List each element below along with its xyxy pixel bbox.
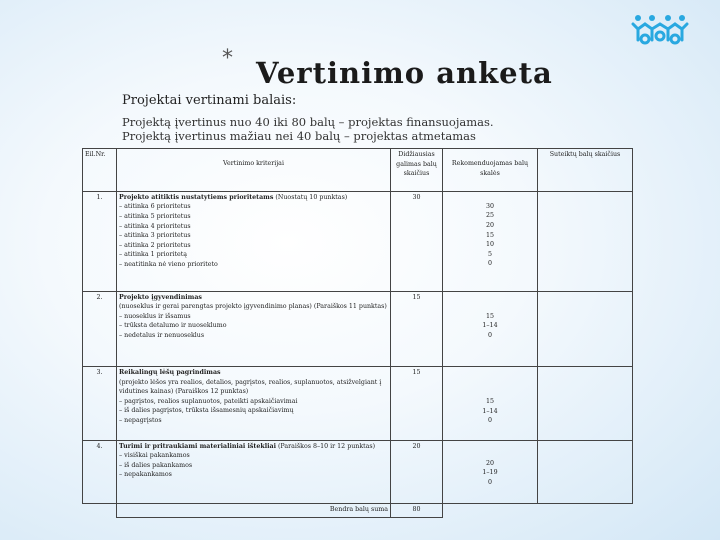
- row-total: [538, 291, 633, 366]
- scale-value: 5: [487, 250, 492, 258]
- criteria-item: – atitinka 4 prioritetus: [119, 222, 191, 230]
- row-scale: [443, 367, 538, 440]
- scale-value: 0: [487, 417, 492, 425]
- scale-value: 10: [485, 241, 494, 249]
- criteria-item: (nuoseklus ir gerai parengtas projekto įgyvendinimo planas) (Paraiškos 11 punktas): [119, 303, 387, 311]
- row-max-points: 20: [391, 440, 443, 503]
- table-total-row: [83, 503, 633, 517]
- scale-value: 15: [485, 231, 494, 239]
- slide-title: Vertinimo anketa: [256, 56, 553, 90]
- scale-value: 1–14: [482, 407, 498, 415]
- header-total: Suteiktų balų skaičius: [538, 149, 633, 192]
- table-row: [83, 440, 633, 503]
- criteria-item: – nedetalus ir nenuoseklus: [119, 332, 205, 340]
- row-max-points: 30: [391, 191, 443, 291]
- row-title: Turimi ir pritraukiami materialiniai ištekliai: [119, 442, 276, 450]
- criteria-item: vidutines kainas) (Paraiškos 12 punktas): [119, 388, 249, 396]
- criteria-item: – iš dalies pagrįstos, trūksta išsamesnių apskaičiavimų: [119, 407, 294, 415]
- table-row: [83, 191, 633, 291]
- header-max-points: Didžiausias galimas balų skaičius: [391, 149, 443, 192]
- row-number: 1.: [83, 191, 117, 291]
- row-total: [538, 440, 633, 503]
- criteria-item: – atitinka 6 prioritetus: [119, 203, 191, 211]
- row-criteria: [117, 367, 391, 440]
- table-row: [83, 291, 633, 366]
- scale-value: 1–19: [482, 469, 498, 477]
- scale-value: 15: [485, 398, 494, 406]
- row-max-points: 15: [391, 291, 443, 366]
- scale-value: 20: [485, 221, 494, 229]
- row-note: (Nuostatų 10 punktas): [273, 193, 348, 201]
- empty-cell: [443, 503, 538, 517]
- criteria-item: – neatitinka nė vieno prioriteto: [119, 260, 218, 268]
- scale-value: 20: [485, 459, 494, 467]
- row-title: Projekto įgyvendinimas: [119, 293, 202, 301]
- row-scale: [443, 191, 538, 291]
- slide-subtitle: Projektai vertinami balais:: [122, 93, 297, 108]
- total-value: 80: [391, 503, 443, 517]
- table-row: [83, 367, 633, 440]
- scale-value: 0: [487, 260, 492, 268]
- scale-value: 30: [485, 202, 494, 210]
- criteria-item: – atitinka 3 prioritetus: [119, 232, 191, 240]
- row-criteria: [117, 440, 391, 503]
- criteria-item: – trūksta detalumo ir nuoseklumo: [119, 322, 227, 330]
- criteria-item: – atitinka 1 prioritetą: [119, 251, 188, 259]
- row-note: (Paraiškos 8–10 ir 12 punktas): [275, 442, 376, 450]
- row-total: [538, 367, 633, 440]
- criteria-item: – atitinka 2 prioritetus: [119, 241, 191, 249]
- row-title: Projekto atitiktis nustatytiems prioritetams: [119, 193, 274, 201]
- header-criteria: Vertinimo kriterijai: [117, 149, 391, 192]
- row-number: 4.: [83, 440, 117, 503]
- row-title: Reikalingų lėšų pagrindimas: [119, 369, 221, 377]
- criteria-item: – nepakankamos: [119, 471, 172, 479]
- header-recommended: Rekomenduojamas balų skalės: [443, 149, 538, 192]
- row-total: [538, 191, 633, 291]
- criteria-item: – iš dalies pakankamos: [119, 461, 193, 469]
- scale-value: 25: [485, 212, 494, 220]
- evaluation-table: [82, 148, 633, 518]
- criteria-item: – nepagrįstos: [119, 417, 162, 425]
- slide-description: Projektą įvertinus nuo 40 iki 80 balų – projektas finansuojamas. Projektą įvertinus mažiau nei 40 balų – projektas atmetamas: [122, 115, 494, 143]
- criteria-item: – nuoseklus ir išsamus: [119, 312, 191, 320]
- row-scale: [443, 291, 538, 366]
- scale-value: 15: [485, 312, 494, 320]
- row-criteria: [117, 191, 391, 291]
- row-criteria: [117, 291, 391, 366]
- total-label: Bendra balų suma: [117, 503, 391, 517]
- row-number: 3.: [83, 367, 117, 440]
- scale-value: 0: [487, 478, 492, 486]
- row-number: 2.: [83, 291, 117, 366]
- table-header-row: [83, 149, 633, 192]
- people-circle-logo-icon: [630, 12, 690, 48]
- scale-value: 0: [487, 331, 492, 339]
- title-asterisk: *: [222, 46, 233, 71]
- row-max-points: 15: [391, 367, 443, 440]
- empty-cell: [83, 503, 117, 517]
- criteria-item: – atitinka 5 prioritetus: [119, 212, 191, 220]
- criteria-item: – visiškai pakankamos: [119, 452, 190, 460]
- empty-cell: [538, 503, 633, 517]
- criteria-item: (projekto lėšos yra realios, detalios, pagrįstos, realios, suplanuotos, atsižvelgiant į: [119, 378, 382, 386]
- criteria-item: – pagrįstos, realios suplanuotos, pateikti apskaičiavimai: [119, 397, 298, 405]
- header-number: Eil.Nr.: [83, 149, 117, 192]
- row-scale: [443, 440, 538, 503]
- scale-value: 1–14: [482, 322, 498, 330]
